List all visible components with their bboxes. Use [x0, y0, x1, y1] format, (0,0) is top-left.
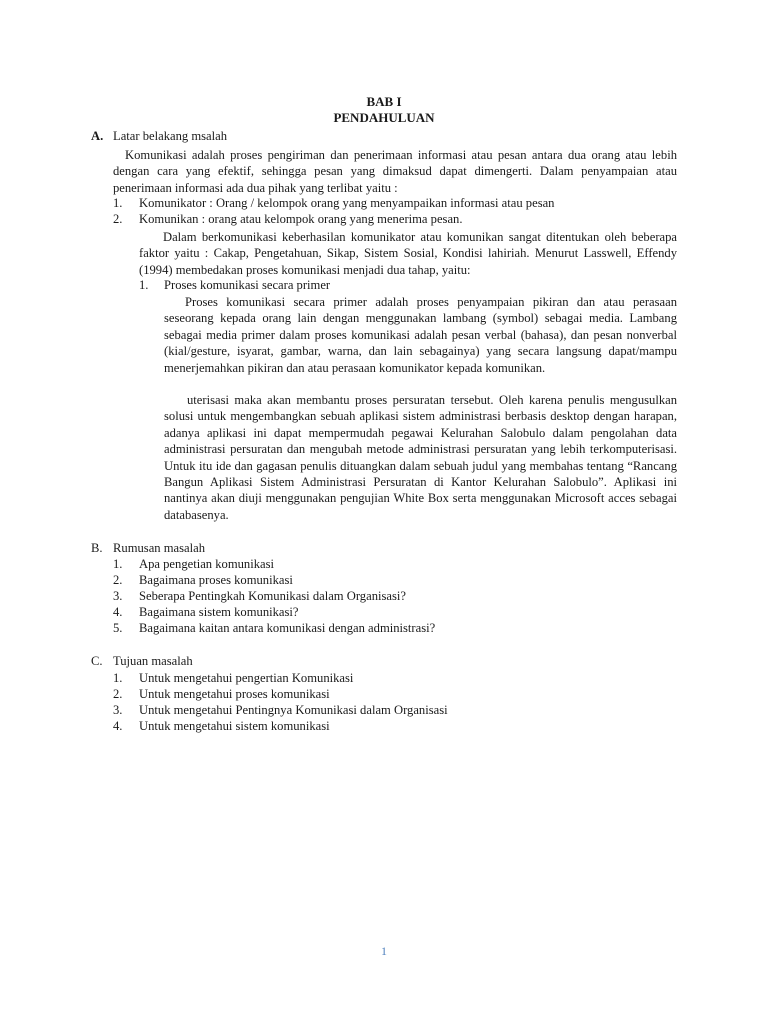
list-item: Untuk mengetahui Pentingnya Komunikasi dalam Organisasi — [139, 703, 448, 717]
primer-paragraph: Proses komunikasi secara primer adalah proses penyampaian pikiran dan atau perasaan seseorang kepada orang lain dengan menggunakan lambang (symbol) sebagai media. Lambang sebagai media primer dalam proses komunikasi adalah pesan verbal (bahasa), dan pesan nonverbal (kial/gesture, isyarat, gambar, warna, dan lain sebagainya) yang secara langsung dapat/mampu menerjemahkan pikiran dan atau perasaan komunikator kepada komunikan. — [164, 295, 677, 375]
list-number: 5. — [113, 621, 123, 635]
section-a-label: A. — [91, 129, 104, 143]
list-number: 4. — [113, 719, 123, 733]
section-c-label: C. — [91, 654, 103, 668]
list-number: 3. — [113, 703, 123, 717]
section-a-title: Latar belakang msalah — [113, 129, 227, 143]
list-number: 2. — [113, 212, 123, 226]
list-item: Bagaimana sistem komunikasi? — [139, 605, 299, 619]
list-item: Seberapa Pentingkah Komunikasi dalam Organisasi? — [139, 589, 406, 603]
list-number: 1. — [139, 278, 149, 292]
section-c-title: Tujuan masalah — [113, 654, 193, 668]
uterisasi-paragraph: uterisasi maka akan membantu proses persuratan tersebut. Oleh karena penulis mengusulkan solusi untuk mengembangkan sebuah aplikasi sistem administrasi berbasis desktop dengan harapan, adanya aplikasi ini dapat mempermudah pegawai Kelurahan Salobulo dalam pengolahan data administrasi persuratan dan mengubah metode administrasi persuratan yang lebih terkomputerisasi. Untuk itu ide dan gagasan penulis dituangkan dalam sebuah judul yang membahas tentang “Rancang Bangun Aplikasi Sistem Administrasi Persuratan di Kantor Kelurahan Salobulo”. Aplikasi ini nantinya akan diuji menggunakan pengujian White Box serta menggunakan Microsoft acces sebagai databasenya. — [164, 393, 677, 522]
list-item: Proses komunikasi secara primer — [164, 278, 331, 292]
list-number: 3. — [113, 589, 123, 603]
list-item: Komunikator : Orang / kelompok orang yang menyampaikan informasi atau pesan — [139, 196, 555, 210]
list-item: Apa pengetian komunikasi — [139, 557, 275, 571]
list-number: 1. — [113, 671, 123, 685]
list-number: 2. — [113, 687, 123, 701]
list-item: Untuk mengetahui pengertian Komunikasi — [139, 671, 354, 685]
list-item: Untuk mengetahui proses komunikasi — [139, 687, 330, 701]
list-item: Untuk mengetahui sistem komunikasi — [139, 719, 330, 733]
list-number: 1. — [113, 557, 123, 571]
list-item: Bagaimana proses komunikasi — [139, 573, 293, 587]
list-number: 1. — [113, 196, 123, 210]
page-number: 1 — [381, 944, 387, 958]
list-item: Bagaimana kaitan antara komunikasi dengan administrasi? — [139, 621, 436, 635]
list-number: 4. — [113, 605, 123, 619]
section-b-label: B. — [91, 541, 103, 555]
list-number: 2. — [113, 573, 123, 587]
list-item: Komunikan : orang atau kelompok orang yang menerima pesan. — [139, 212, 463, 226]
intro-paragraph: Komunikasi adalah proses pengiriman dan penerimaan informasi atau pesan antara dua orang atau lebih dengan cara yang efektif, sehingga pesan yang dimaksud dapat dimengerti. Dalam penyampaian atau penerimaan informasi ada dua pihak yang terlibat yaitu : — [113, 148, 677, 195]
chapter-number: BAB I — [366, 94, 402, 109]
section-b-title: Rumusan masalah — [113, 541, 205, 555]
chapter-title: PENDAHULUAN — [333, 110, 435, 125]
factors-paragraph: Dalam berkomunikasi keberhasilan komunikator atau komunikan sangat ditentukan oleh beberapa faktor yaitu : Cakap, Pengetahuan, Sikap, Sistem Sosial, Kondisi lahiriah. Menurut Lasswell, Effendy (1994) membedakan proses komunikasi menjadi dua tahap, yaitu: — [139, 230, 677, 277]
